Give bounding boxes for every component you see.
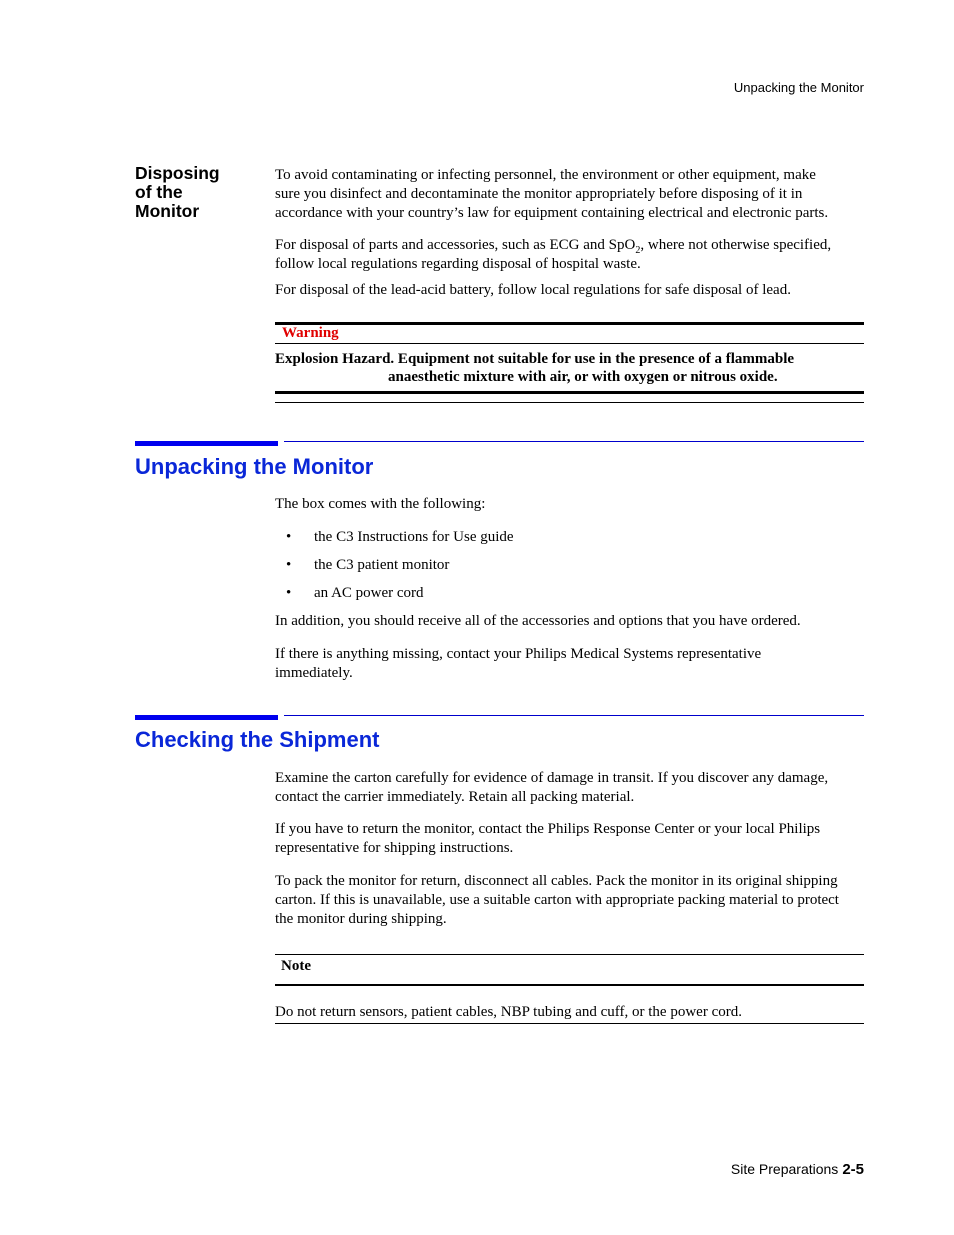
- warning-divider: [275, 343, 864, 344]
- text-line: representative for shipping instructions.: [275, 840, 514, 856]
- unpacking-intro: The box comes with the following:: [275, 496, 486, 512]
- bullet: •: [286, 557, 292, 573]
- page-number: 2-5: [842, 1161, 864, 1178]
- text-line: If there is anything missing, contact your Philips Medical Systems representative: [275, 646, 762, 662]
- disposing-heading-line: of the: [135, 182, 183, 202]
- footer-section: Site Preparations: [730, 1161, 839, 1177]
- text-line: Examine the carton carefully for evidence of damage in transit. If you discover any damage,: [275, 770, 829, 786]
- note-divider: [275, 984, 864, 986]
- disposing-heading-line: Monitor: [135, 201, 200, 221]
- text-line: accordance with your country’s law for equipment containing electrical and electronic parts.: [275, 205, 829, 221]
- disposing-paragraph-1: [275, 166, 865, 223]
- text-line: To avoid contaminating or infecting personnel, the environment or other equipment, make: [275, 167, 816, 183]
- bullet: •: [286, 529, 292, 545]
- note-top-rule: [275, 954, 864, 955]
- warning-line: anaesthetic mixture with air, or with oxygen or nitrous oxide.: [388, 369, 778, 385]
- subscript: 2: [635, 245, 641, 256]
- warning-label: Warning: [282, 325, 339, 341]
- disposing-paragraph-3: For disposal of the lead-acid battery, follow local regulations for safe disposal of lead.: [275, 282, 791, 298]
- text-line: the monitor during shipping.: [275, 911, 447, 927]
- note-text: Do not return sensors, patient cables, NBP tubing and cuff, or the power cord.: [275, 1004, 742, 1020]
- list-item: the C3 Instructions for Use guide: [314, 529, 514, 545]
- text-line: If you have to return the monitor, contact the Philips Response Center or your local Philips: [275, 821, 821, 837]
- unpacking-addition: In addition, you should receive all of the accessories and options that you have ordered.: [275, 613, 801, 629]
- section-rule-thick: [135, 441, 278, 446]
- text-segment: For disposal of parts and accessories, such as ECG and SpO: [275, 237, 636, 253]
- running-head: Unpacking the Monitor: [733, 80, 864, 95]
- text-line: follow local regulations regarding disposal of hospital waste.: [275, 256, 641, 272]
- section-rule-thin: [284, 441, 864, 442]
- text-line: carton. If this is unavailable, use a suitable carton with appropriate packing material to protect: [275, 892, 839, 908]
- note-label: Note: [281, 958, 311, 974]
- page-footer: [731, 1161, 864, 1178]
- warning-line: Explosion Hazard. Equipment not suitable for use in the presence of a flammable: [275, 351, 795, 367]
- section-rule-thin: [284, 715, 864, 716]
- warning-bottom-rule: [275, 391, 864, 394]
- text-line: [275, 236, 865, 255]
- text-segment: , where not otherwise specified,: [640, 237, 832, 253]
- list-item: an AC power cord: [314, 585, 424, 601]
- bullet: •: [286, 585, 292, 601]
- checking-paragraph-3: [275, 872, 865, 929]
- disposing-heading-line: Disposing: [135, 163, 220, 183]
- text-line: contact the carrier immediately. Retain all packing material.: [275, 789, 635, 805]
- text-line: immediately.: [275, 665, 353, 681]
- list-item: the C3 patient monitor: [314, 557, 450, 573]
- disposing-paragraph-2: [275, 236, 865, 274]
- warning-end-rule: [275, 402, 864, 403]
- checking-paragraph-2: [275, 820, 865, 858]
- section-rule-thick: [135, 715, 278, 720]
- unpacking-title: Unpacking the Monitor: [135, 454, 374, 479]
- text-line: sure you disinfect and decontaminate the monitor appropriately before disposing of it in: [275, 186, 803, 202]
- warning-text: [275, 350, 865, 386]
- disposing-heading: [135, 164, 255, 221]
- unpacking-missing: [275, 645, 865, 683]
- checking-title: Checking the Shipment: [135, 727, 380, 752]
- warning-top-rule: [275, 322, 864, 325]
- checking-paragraph-1: [275, 769, 865, 807]
- note-bottom-rule: [275, 1023, 864, 1024]
- text-line: To pack the monitor for return, disconnect all cables. Pack the monitor in its original shipping: [275, 873, 838, 889]
